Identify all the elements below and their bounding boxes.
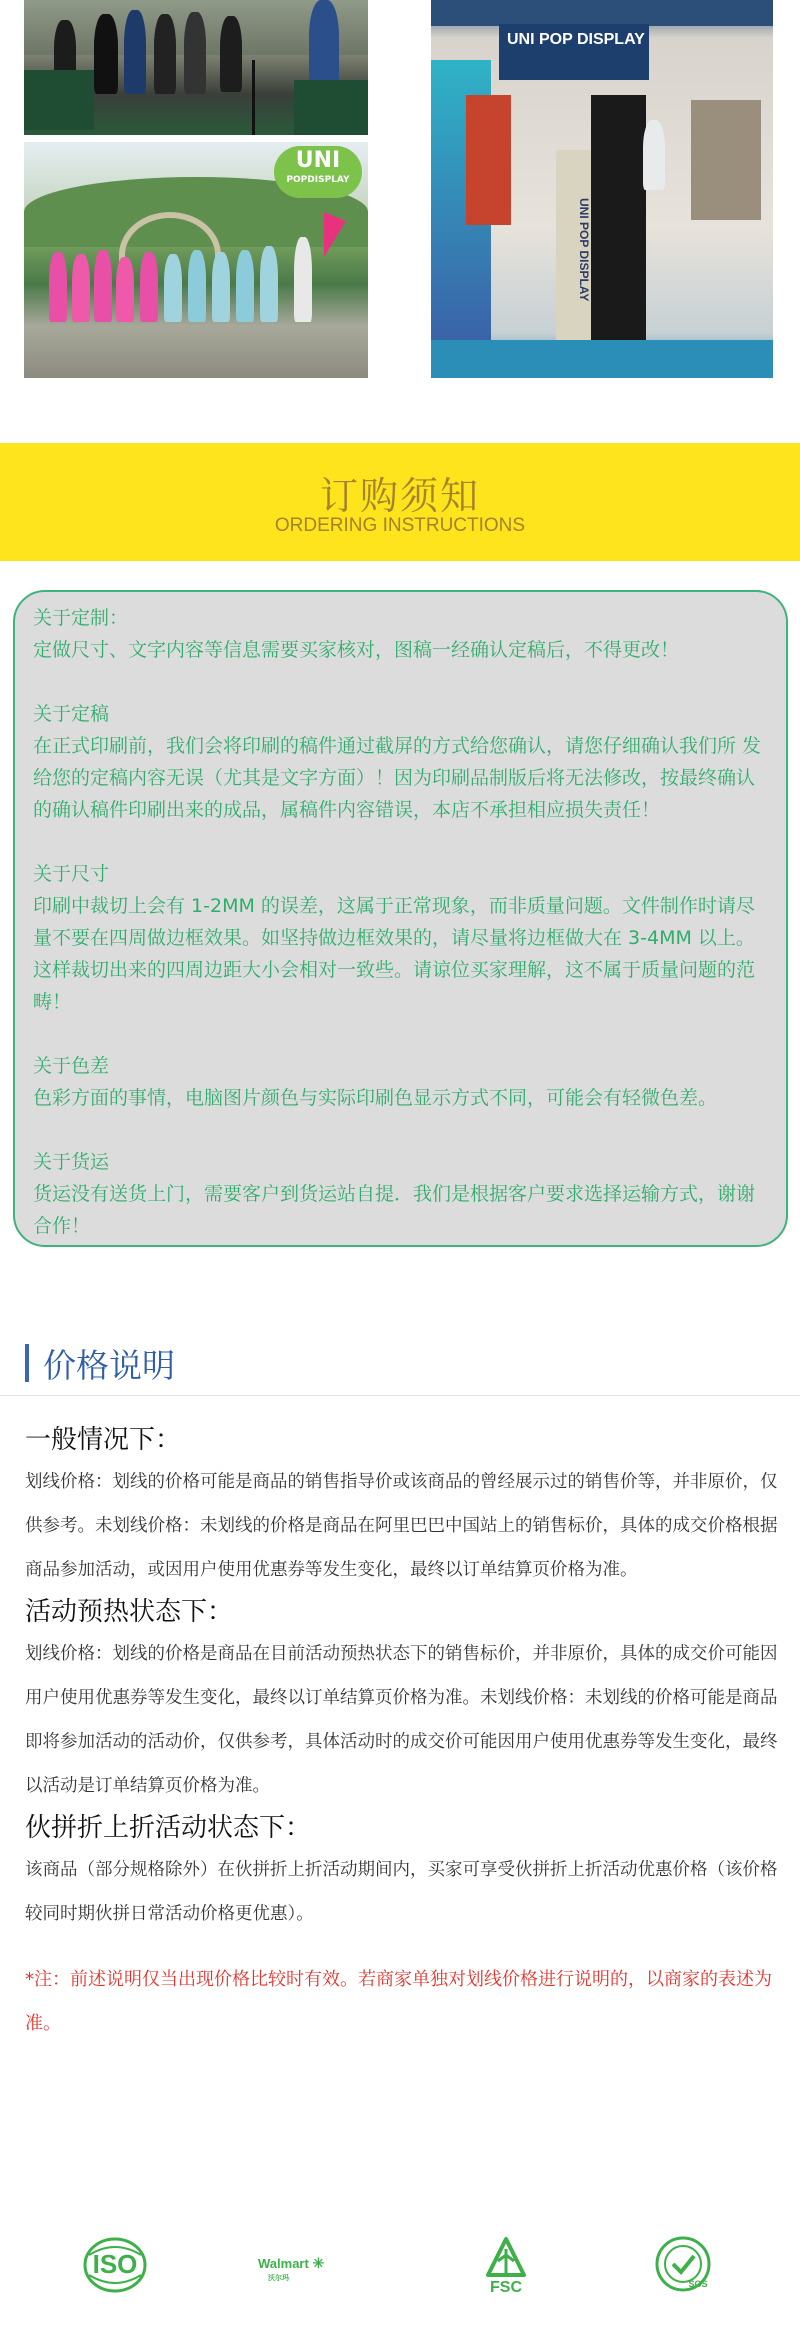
ordering-title-en: ORDERING INSTRUCTIONS [274,515,526,536]
notice-section-custom [33,602,770,666]
price-section-group-discount [25,1808,790,1936]
notice-section-shipping [33,1146,770,1242]
price-accent-bar [25,1344,29,1382]
vertical-display-stand: UNI POP DISPLAY [556,150,591,350]
price-section-heading: 一般情况下： [25,1425,182,1455]
ordering-title-cn: 订购须知 [319,474,480,518]
notice-section-draft [33,698,770,826]
price-section-body: 该商品（部分规格除外）在伙拼折上折活动期间内，买家可享受伙拼折上折活动优惠价格（该价格较同时期伙拼日常活动价格更优惠）。 [25,1860,778,1924]
fsc-certification-icon [476,2235,536,2305]
notice-section-color [33,1050,770,1114]
divider [0,1395,800,1396]
table [24,70,94,130]
exhibition-booth-photo [431,0,773,378]
black-display-rack [591,95,646,340]
price-note: *注：前述说明仅当出现价格比较时有效。若商家单独对划线价格进行说明的，以商家的表述为准。 [25,1969,772,2034]
walmart-sublabel: 沃尔玛 [268,2274,289,2282]
booth-top-frame [431,0,773,26]
price-section-general [25,1420,790,1592]
shelf-display [691,100,761,220]
price-section-body: 划线价格：划线的价格可能是商品的销售指导价或该商品的曾经展示过的销售价等，并非原价，仅供参考。未划线价格：未划线的价格是商品在阿里巴巴中国站上的销售标价，具体的成交价格根据商品参加活动，或因用户使用优惠券等发生变化，最终以订单结算页价格为准。 [25,1472,778,1580]
sgs-label: SGS [688,2279,708,2289]
booth-sign: UNI POP DISPLAY [499,24,649,80]
price-section-preheat [25,1592,790,1808]
fsc-label: FSC [490,2279,522,2296]
notice-section-size [33,858,770,1018]
tripod [252,60,255,135]
notice-heading: 关于色差 [33,1055,110,1077]
sgs-certification-icon [654,2235,712,2305]
notice-heading: 关于货运 [33,1151,110,1173]
price-section-heading: 伙拼折上折活动状态下： [25,1813,312,1843]
person [643,120,665,190]
iso-certification-icon [83,2235,147,2305]
notice-heading: 关于定制： [33,607,129,629]
notice-heading: 关于定稿 [33,703,110,725]
price-title: 价格说明 [43,1346,175,1385]
red-display-rack [466,95,511,225]
notice-body: 定做尺寸、文字内容等信息需要买家核对，图稿一经确认定稿后，不得更改！ [33,639,680,661]
company-logo-badge: UNI POPDISPLAY [274,146,362,198]
team-photo-top [24,0,368,135]
notice-body: 货运没有送货上门，需要客户到货运站自提．我们是根据客户要求选择运输方式，谢谢合作！ [33,1183,756,1237]
notice-body: 印刷中裁切上会有 1-2MM 的误差，这属于正常现象，而非质量问题。文件制作时请尽 量不要在四周做边框效果。如坚持做边框效果的，请尽量将边框做大在 3-4MM 以上。 这样裁切出来的四周边距大小会相对一致些。请谅位买家理解，这不属于质量问题的范畴！ [33,895,756,1013]
notice-body: 在正式印刷前，我们会将印刷的稿件通过截屏的方式给您确认，请您仔细确认我们所 发给您的定稿内容无误（尤其是文字方面）！因为印刷品制版后将无法修改，按最终确认的确认稿件印刷出来的成品，属稿件内容错误，本店不承担相应损失责任！ [33,735,762,821]
notice-heading: 关于尺寸 [33,863,110,885]
iso-label: ISO [92,2249,138,2279]
floor [431,340,773,378]
table [294,80,368,135]
walmart-label: Walmart ✳ [258,2255,325,2271]
team-photo-outdoor [24,142,368,378]
notice-body: 色彩方面的事情，电脑图片颜色与实际印刷色显示方式不同，可能会有轻微色差。 [33,1087,718,1109]
ordering-notice-box [13,590,788,1247]
price-section-heading: 活动预热状态下： [25,1597,234,1627]
price-content [25,1420,790,2046]
price-section-body: 划线价格：划线的价格是商品在目前活动预热状态下的销售标价，并非原价，具体的成交价可能因用户使用优惠券等发生变化，最终以订单结算页价格为准。未划线价格：未划线的价格可能是商品即将参加活动的活动价，仅供参考，具体活动时的成交价可能因用户使用优惠券等发生变化，最终以活动是订单结算页价格为准。 [25,1644,778,1796]
ordering-instructions-banner [0,443,800,561]
walmart-logo-icon [258,2235,328,2305]
